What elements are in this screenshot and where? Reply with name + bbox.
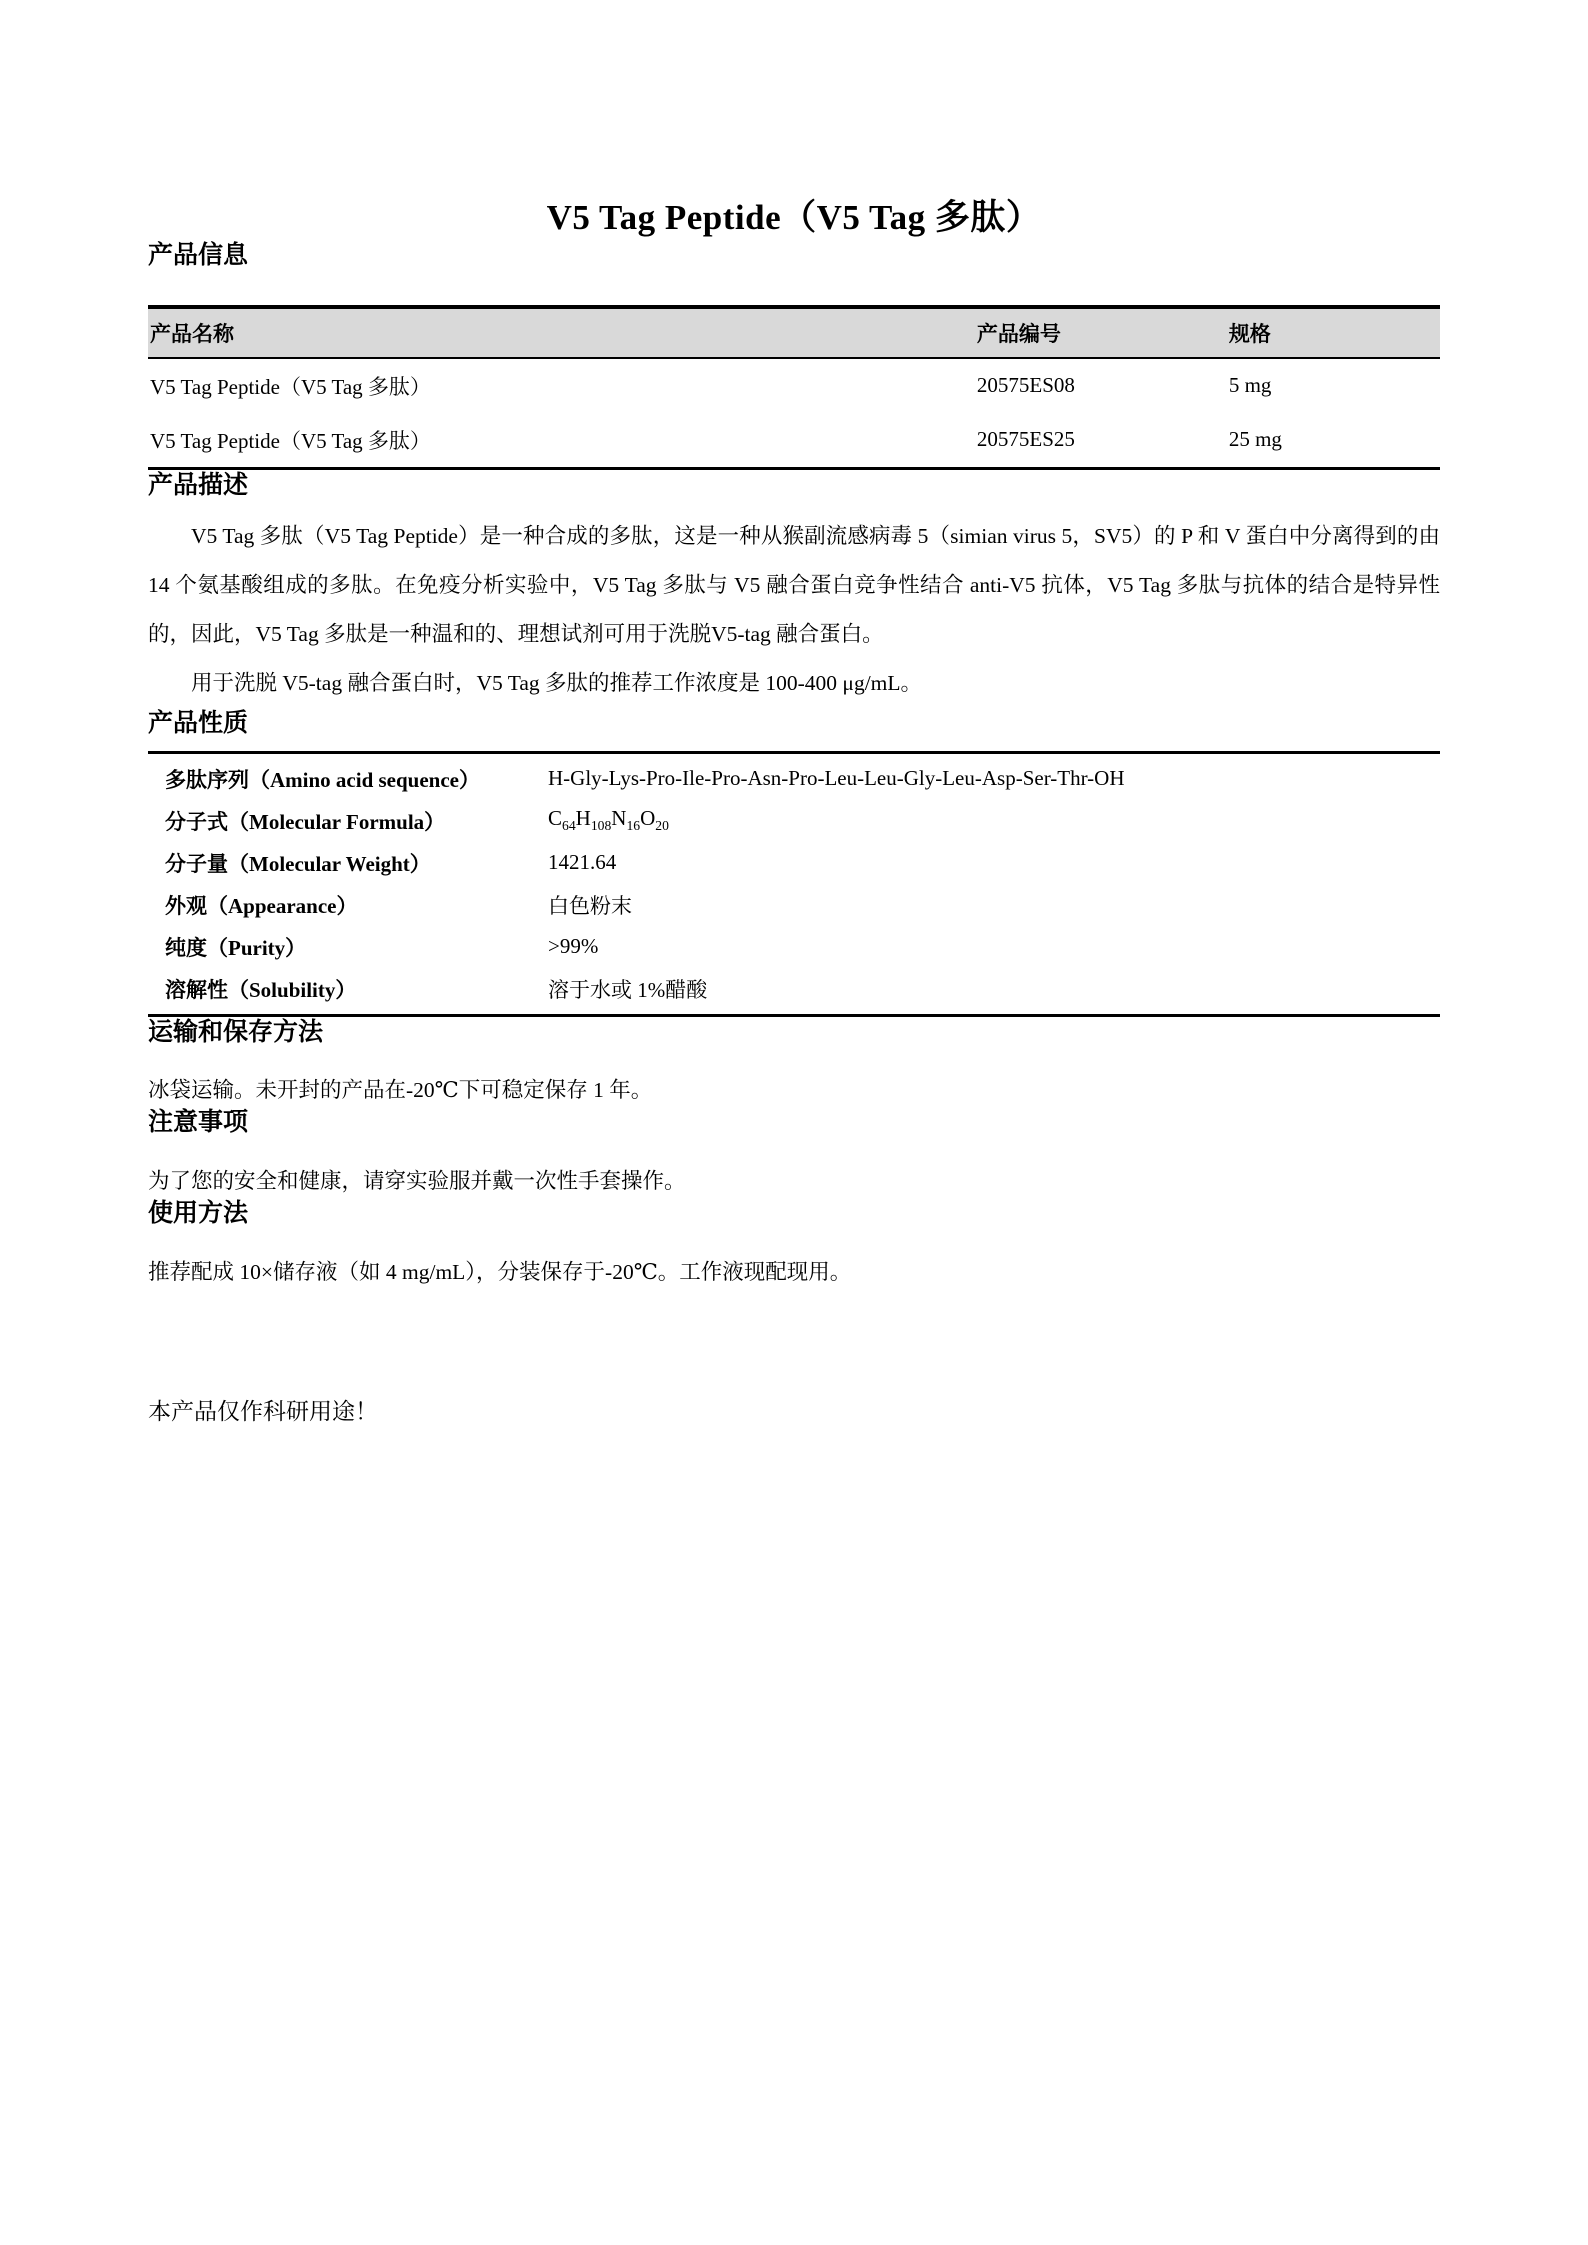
property-value: $C_{64}H_{108}N_{16}O_{20}$ <box>548 806 669 834</box>
property-label: 多肽序列（Amino acid sequence） <box>165 767 480 792</box>
table-cell: 20575ES08 <box>976 373 1075 397</box>
product-info-table-body <box>148 358 1440 469</box>
table-row <box>148 413 1440 469</box>
property-label: 分子式（Molecular Formula） <box>165 809 446 834</box>
property-label: 溶解性（Solubility） <box>165 977 357 1002</box>
property-row <box>148 926 1440 968</box>
product-info-column-header: 产品名称 <box>150 321 234 346</box>
table-cell: 20575ES25 <box>976 427 1075 451</box>
description-paragraph: V5 Tag 多肽（V5 Tag Peptide）是一种合成的多肽，这是一种从猴副流感病毒 5（simian virus 5，SV5）的 P 和 V 蛋白中分离得到的由 14 个氨基酸组成的多肽。在免疫分析实验中，V5 Tag 多肽与 V5 融合蛋白竞争性结合 anti-V5 抗体，V5 Tag 多肽与抗体的结合是特异性的，因此，V5 Tag 多肽是一种温和的、理想试剂可用于洗脱V5-tag 融合蛋白。 <box>148 524 1440 646</box>
section-product-properties <box>148 708 1440 1017</box>
property-value: H-Gly-Lys-Pro-Ile-Pro-Asn-Pro-Leu-Leu-Gly-Leu-Asp-Ser-Thr-OH <box>548 766 1125 790</box>
section-product-description <box>148 470 1440 709</box>
product-info-table <box>148 305 1440 470</box>
property-row <box>148 968 1440 1010</box>
shipping-storage-heading: 运输和保存方法 <box>148 1018 324 1046</box>
table-cell: V5 Tag Peptide（V5 Tag 多肽） <box>150 374 431 399</box>
section-precautions <box>148 1107 1440 1198</box>
shipping-storage-body: 冰袋运输。未开封的产品在-20℃下可稳定保存 1 年。 <box>148 1078 653 1102</box>
property-value: 白色粉末 <box>548 893 632 918</box>
product-properties-table <box>148 751 1440 1017</box>
property-row <box>148 842 1440 884</box>
description-paragraph: 用于洗脱 V5-tag 融合蛋白时，V5 Tag 多肽的推荐工作浓度是 100-400 μg/mL。 <box>191 671 923 695</box>
property-value: 1421.64 <box>548 850 617 874</box>
table-cell: V5 Tag Peptide（V5 Tag 多肽） <box>150 428 431 453</box>
property-value: >99% <box>548 934 599 958</box>
product-info-column-header: 规格 <box>1228 321 1271 346</box>
property-label: 分子量（Molecular Weight） <box>165 851 431 876</box>
property-row <box>148 884 1440 926</box>
precautions-heading: 注意事项 <box>148 1109 249 1137</box>
section-usage <box>148 1198 1440 1289</box>
property-row <box>148 800 1440 842</box>
table-row <box>148 358 1440 413</box>
section-shipping-storage <box>148 1017 1440 1108</box>
research-use-only-note: 本产品仅作科研用途！ <box>148 1399 378 1425</box>
table-cell: 5 mg <box>1228 373 1272 397</box>
usage-body: 推荐配成 10×储存液（如 4 mg/mL），分装保存于-20℃。工作液现配现用。 <box>148 1259 852 1284</box>
product-info-header-row <box>148 307 1440 358</box>
usage-heading: 使用方法 <box>148 1200 249 1228</box>
section-product-info <box>148 240 1440 470</box>
precautions-body: 为了您的安全和健康，请穿实验服并戴一次性手套操作。 <box>148 1168 686 1193</box>
property-label: 外观（Appearance） <box>165 893 358 918</box>
page-title: V5 Tag Peptide（V5 Tag 多肽） <box>546 198 1042 237</box>
product-properties-heading: 产品性质 <box>148 710 249 737</box>
property-label: 纯度（Purity） <box>165 935 307 960</box>
property-row <box>148 758 1440 800</box>
table-cell: 25 mg <box>1228 427 1282 451</box>
product-description-heading: 产品描述 <box>148 471 249 499</box>
product-info-column-header: 产品编号 <box>976 321 1061 346</box>
product-info-heading: 产品信息 <box>148 242 249 269</box>
product-description-body <box>148 512 1440 708</box>
property-value: 溶于水或 1%醋酸 <box>548 977 708 1002</box>
